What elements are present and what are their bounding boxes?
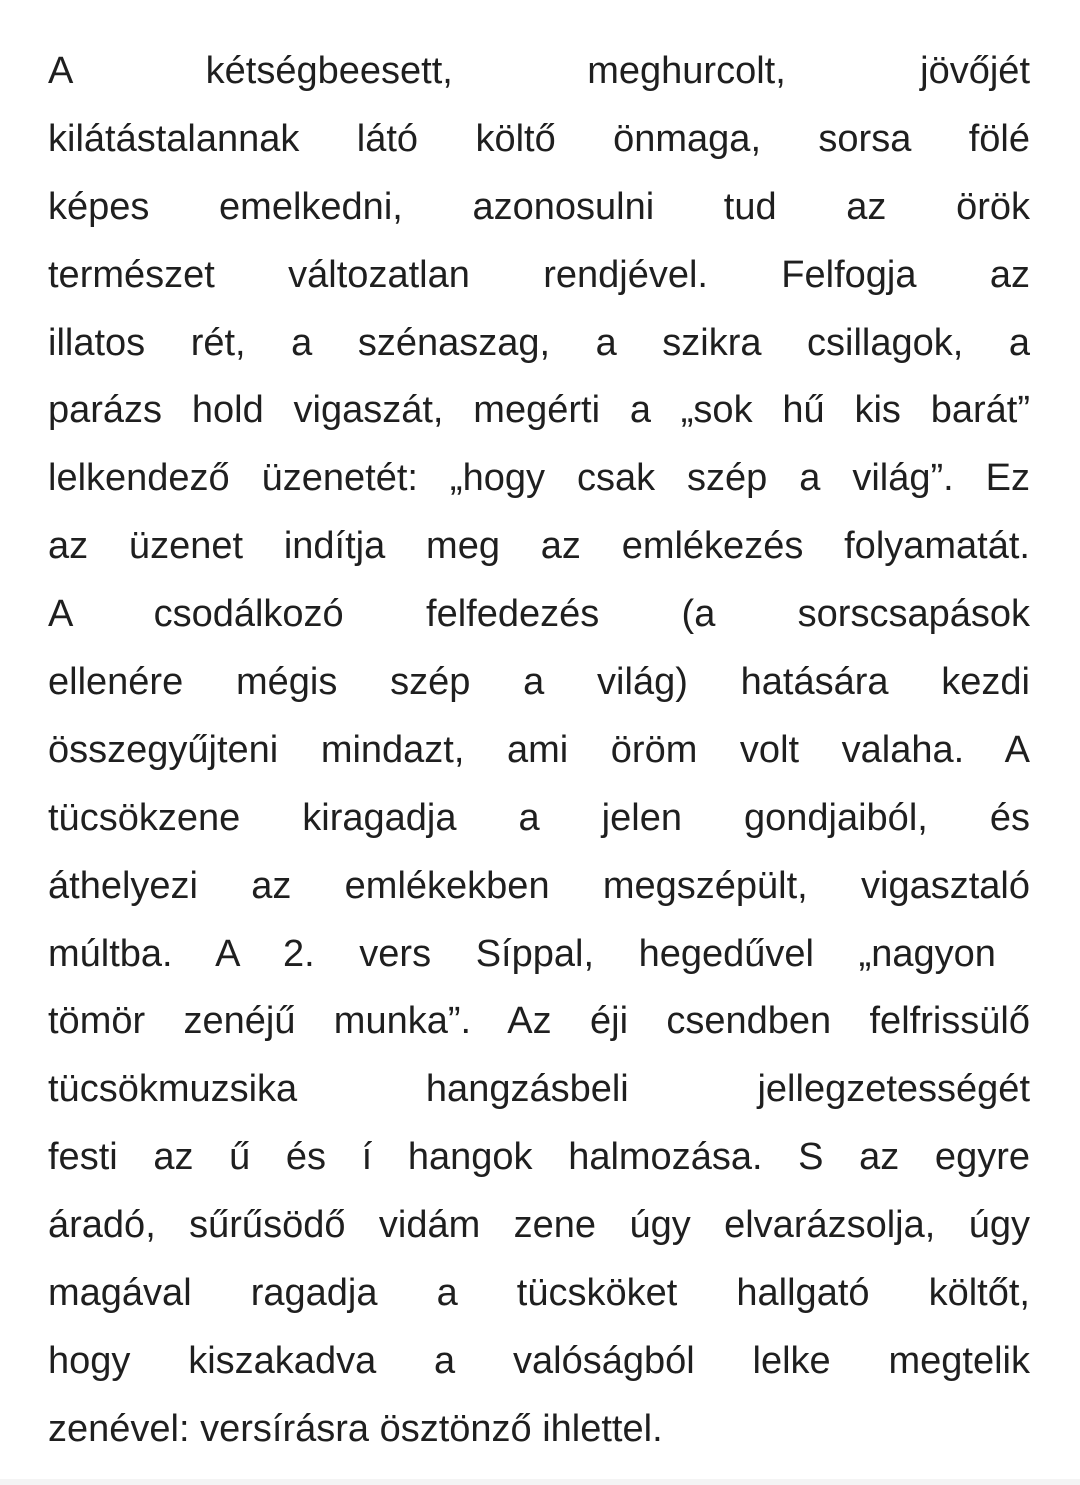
text-line-19: magával ragadja a tücsköket hallgató költőt, [48,1272,1030,1315]
text-line-17: festi az ű és í hangok halmozása. S az egyre [48,1136,1030,1179]
text-line-9: A csodálkozó felfedezés (a sorscsapások [48,593,1030,636]
text-line-10: ellenére mégis szép a világ) hatására kezdi [48,661,1030,704]
text-line-12: tücsökzene kiragadja a jelen gondjaiból, és [48,796,1030,839]
text-line-15: tömör zenéjű munka”. Az éji csendben felfrissülő [48,1000,1030,1043]
bottom-divider [0,1479,1080,1485]
text-line-6: parázs hold vigaszát, megérti a „sok hű kis barát” [48,389,1030,432]
text-line-3: képes emelkedni, azonosulni tud az örök [48,185,1030,228]
paragraph [48,38,1030,1464]
text-line-4: természet változatlan rendjével. Felfogja az [48,253,1030,296]
text-line-16: tücsökmuzsika hangzásbeli jellegzetességét [48,1068,1030,1111]
text-line-2: kilátástalannak látó költő önmaga, sorsa fölé [48,117,1030,160]
text-line-11: összegyűjteni mindazt, ami öröm volt valaha. A [48,728,1030,771]
text-line-5: illatos rét, a szénaszag, a szikra csillagok, a [48,321,1030,364]
text-line-13: áthelyezi az emlékekben megszépült, vigasztaló [48,864,1030,907]
text-line-7: lelkendező üzenetét: „hogy csak szép a világ”. Ez [48,457,1030,500]
text-line-21: zenével: versírásra ösztönző ihlettel. [48,1407,663,1450]
text-line-1: A kétségbeesett, meghurcolt, jövőjét [48,50,1030,92]
text-line-18: áradó, sűrűsödő vidám zene úgy elvarázsolja, úgy [48,1204,1030,1247]
text-line-8: az üzenet indítja meg az emlékezés folyamatát. [48,525,1030,568]
text-line-20: hogy kiszakadva a valóságból lelke megtelik [48,1339,1030,1382]
text-line-14: múltba. A 2. vers Síppal, hegedűvel „nagyon [48,932,996,975]
